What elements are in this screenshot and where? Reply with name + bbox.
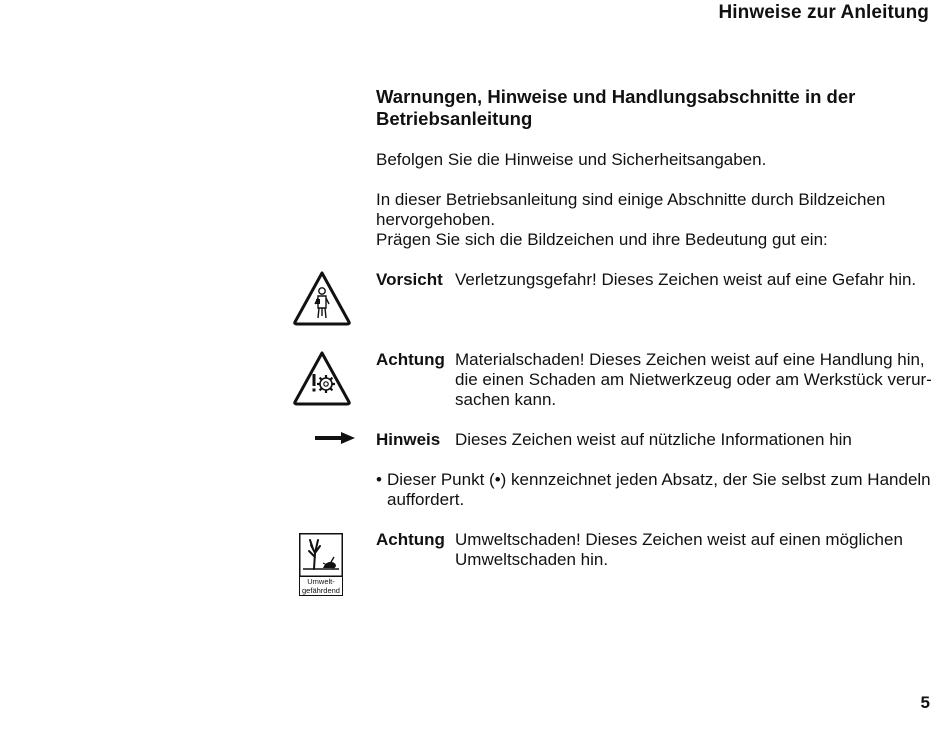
- achtung-environment-line-2: Umweltschaden hin.: [455, 550, 609, 569]
- vorsicht-label: Vorsicht: [376, 270, 443, 289]
- achtung-environment-row: [376, 530, 936, 570]
- section-title-line-1: Warnungen, Hinweise und Handlungsabschnitte in der: [376, 86, 856, 107]
- caption-line-2: gefährdend: [302, 586, 340, 595]
- achtung-environment-line-1: Umweltschaden! Dieses Zeichen weist auf einen möglichen: [455, 530, 903, 549]
- bullet-line-2: auffordert.: [387, 490, 465, 509]
- bullet-text: [387, 470, 936, 510]
- vorsicht-text: Verletzungsgefahr! Dieses Zeichen weist auf eine Gefahr hin.: [455, 270, 917, 289]
- achtung-material-line-2: die einen Schaden am Nietwerkzeug oder am Werkstück verur-: [455, 370, 932, 389]
- bullet-paragraph: [376, 470, 936, 510]
- achtung-material-line-1: Materialschaden! Dieses Zeichen weist auf eine Handlung hin,: [455, 350, 925, 369]
- bullet-dot: •: [376, 470, 382, 489]
- explanation-line-3: Prägen Sie sich die Bildzeichen und ihre Bedeutung gut ein:: [376, 230, 828, 249]
- explanation-line-2: hervorgehoben.: [376, 210, 496, 229]
- achtung-material-text: [455, 350, 936, 410]
- vorsicht-row: [376, 270, 936, 290]
- warning-person-icon: [292, 270, 352, 326]
- hinweis-text: Dieses Zeichen weist auf nützliche Informationen hin: [455, 430, 852, 449]
- arrow-right-icon: [314, 431, 356, 445]
- environment-hazard-caption: [299, 577, 343, 596]
- page-number: 5: [920, 693, 930, 712]
- warning-gear-icon: [292, 350, 352, 406]
- explanation-line-1: In dieser Betriebsanleitung sind einige Abschnitte durch Bildzeichen: [376, 190, 886, 209]
- achtung-environment-label: Achtung: [376, 530, 445, 549]
- environment-hazard-icon: [299, 533, 343, 597]
- achtung-material-row: [376, 350, 936, 410]
- bullet-line-1: Dieser Punkt (•) kennzeichnet jeden Absatz, der Sie selbst zum Handeln: [387, 470, 931, 489]
- explanation-paragraph: [376, 190, 936, 250]
- achtung-material-label: Achtung: [376, 350, 445, 369]
- achtung-environment-text: [455, 530, 936, 570]
- intro-paragraph: Befolgen Sie die Hinweise und Sicherheitsangaben.: [376, 150, 767, 169]
- caption-line-1: Umwelt-: [307, 577, 335, 586]
- section-title: [376, 86, 896, 130]
- section-title-line-2: Betriebsanleitung: [376, 108, 533, 129]
- environment-hazard-pictogram: [299, 533, 343, 577]
- hinweis-label: Hinweis: [376, 430, 441, 449]
- achtung-material-line-3: sachen kann.: [455, 390, 557, 409]
- running-header: Hinweise zur Anleitung: [718, 2, 929, 23]
- hinweis-row: [376, 430, 936, 450]
